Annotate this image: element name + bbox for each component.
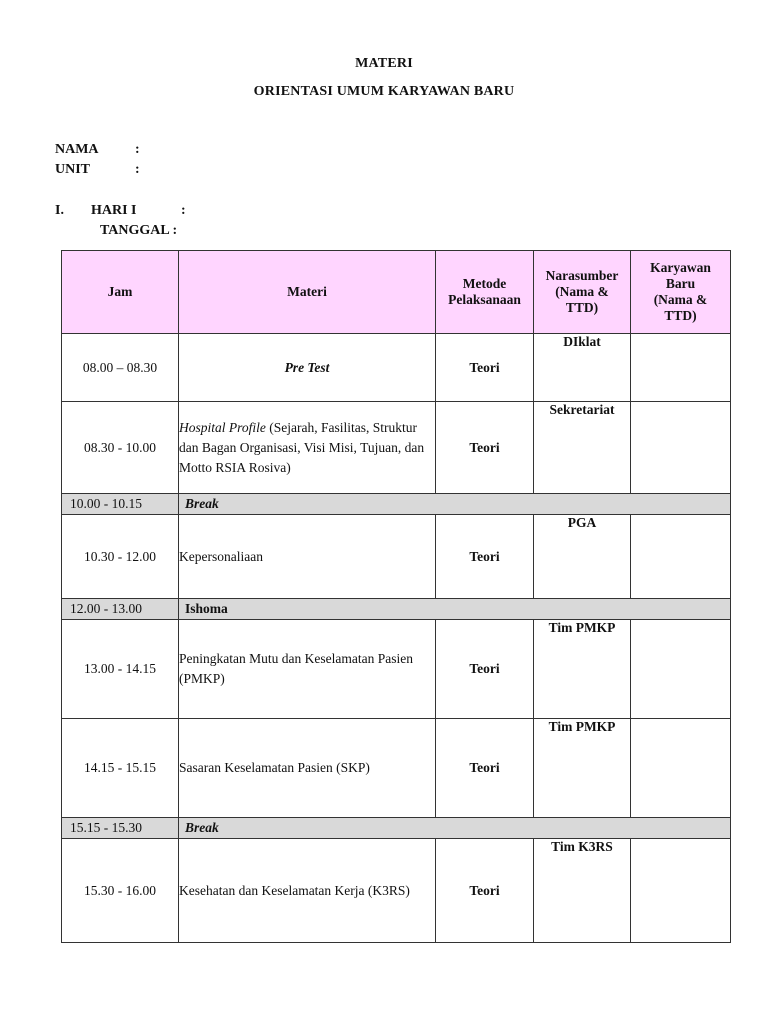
cell-karyawan-signature[interactable] [631, 515, 731, 599]
header-materi: Materi [179, 251, 436, 334]
cell-narasumber: Tim PMKP [534, 620, 631, 719]
header-metode-line2: Pelaksanaan [448, 292, 521, 307]
cell-karyawan-signature[interactable] [631, 620, 731, 719]
tanggal-label: TANGGAL : [100, 223, 178, 238]
cell-karyawan-signature[interactable] [631, 402, 731, 494]
header-nara-line2: (Nama & [555, 284, 609, 299]
unit-colon: : [135, 162, 140, 177]
cell-narasumber: Tim K3RS [534, 839, 631, 943]
cell-narasumber: DIklat [534, 334, 631, 402]
ishoma-row [62, 599, 731, 620]
break-jam: 15.15 - 15.30 [62, 818, 179, 839]
nama-label: NAMA [55, 142, 99, 157]
cell-materi: Kesehatan dan Keselamatan Kerja (K3RS) [179, 839, 436, 943]
cell-metode: Teori [436, 515, 534, 599]
table-row [62, 719, 731, 818]
hari-colon: : [181, 203, 186, 218]
cell-materi: Peningkatan Mutu dan Keselamatan Pasien (PMKP) [179, 620, 436, 719]
cell-karyawan-signature[interactable] [631, 839, 731, 943]
table-row [62, 839, 731, 943]
header-narasumber [534, 251, 631, 334]
header-kary-line3: (Nama & [653, 292, 708, 307]
table-row [62, 334, 731, 402]
cell-jam: 10.30 - 12.00 [62, 515, 179, 599]
cell-metode: Teori [436, 719, 534, 818]
header-kary-line1: Karyawan [650, 260, 711, 275]
cell-jam: 08.00 – 08.30 [62, 334, 179, 402]
header-nara-line3: TTD) [565, 300, 599, 315]
section-number: I. [55, 203, 64, 218]
break-row [62, 818, 731, 839]
cell-narasumber: Tim PMKP [534, 719, 631, 818]
nama-colon: : [135, 142, 140, 157]
break-label: Break [179, 818, 731, 839]
cell-metode: Teori [436, 620, 534, 719]
cell-karyawan-signature[interactable] [631, 334, 731, 402]
table-row [62, 620, 731, 719]
cell-metode: Teori [436, 334, 534, 402]
header-metode-line1: Metode [462, 276, 507, 291]
header-karyawan [631, 251, 731, 334]
header-nara-line1: Narasumber [545, 268, 619, 283]
header-metode [436, 251, 534, 334]
cell-metode: Teori [436, 839, 534, 943]
unit-label: UNIT [55, 162, 91, 177]
hari-label: HARI I [91, 203, 137, 218]
header-jam: Jam [62, 251, 179, 334]
cell-narasumber: Sekretariat [534, 402, 631, 494]
document-subtitle: ORIENTASI UMUM KARYAWAN BARU [253, 84, 515, 99]
table-row [62, 515, 731, 599]
header-kary-line2: Baru [665, 276, 696, 291]
ishoma-jam: 12.00 - 13.00 [62, 599, 179, 620]
cell-materi: Kepersonaliaan [179, 515, 436, 599]
cell-karyawan-signature[interactable] [631, 719, 731, 818]
header-kary-line4: TTD) [664, 308, 697, 323]
cell-materi [179, 402, 436, 494]
document-title: MATERI [355, 56, 413, 71]
cell-jam: 13.00 - 14.15 [62, 620, 179, 719]
break-label: Break [179, 494, 731, 515]
schedule-table [61, 250, 731, 943]
cell-materi: Sasaran Keselamatan Pasien (SKP) [179, 719, 436, 818]
cell-jam: 08.30 - 10.00 [62, 402, 179, 494]
break-row [62, 494, 731, 515]
ishoma-label: Ishoma [179, 599, 731, 620]
materi-rest-part: (Sejarah, Fasilitas, Struktur dan Bagan Organisasi, Visi Misi, Tujuan, dan Motto RSIA Rosiva) [179, 419, 425, 475]
table-row [62, 402, 731, 494]
break-jam: 10.00 - 10.15 [62, 494, 179, 515]
cell-metode: Teori [436, 402, 534, 494]
cell-jam: 15.30 - 16.00 [62, 839, 179, 943]
materi-italic-part: Hospital Profile [179, 419, 266, 435]
cell-narasumber: PGA [534, 515, 631, 599]
cell-jam: 14.15 - 15.15 [62, 719, 179, 818]
cell-materi: Pre Test [179, 334, 436, 402]
table-header-row [62, 251, 731, 334]
